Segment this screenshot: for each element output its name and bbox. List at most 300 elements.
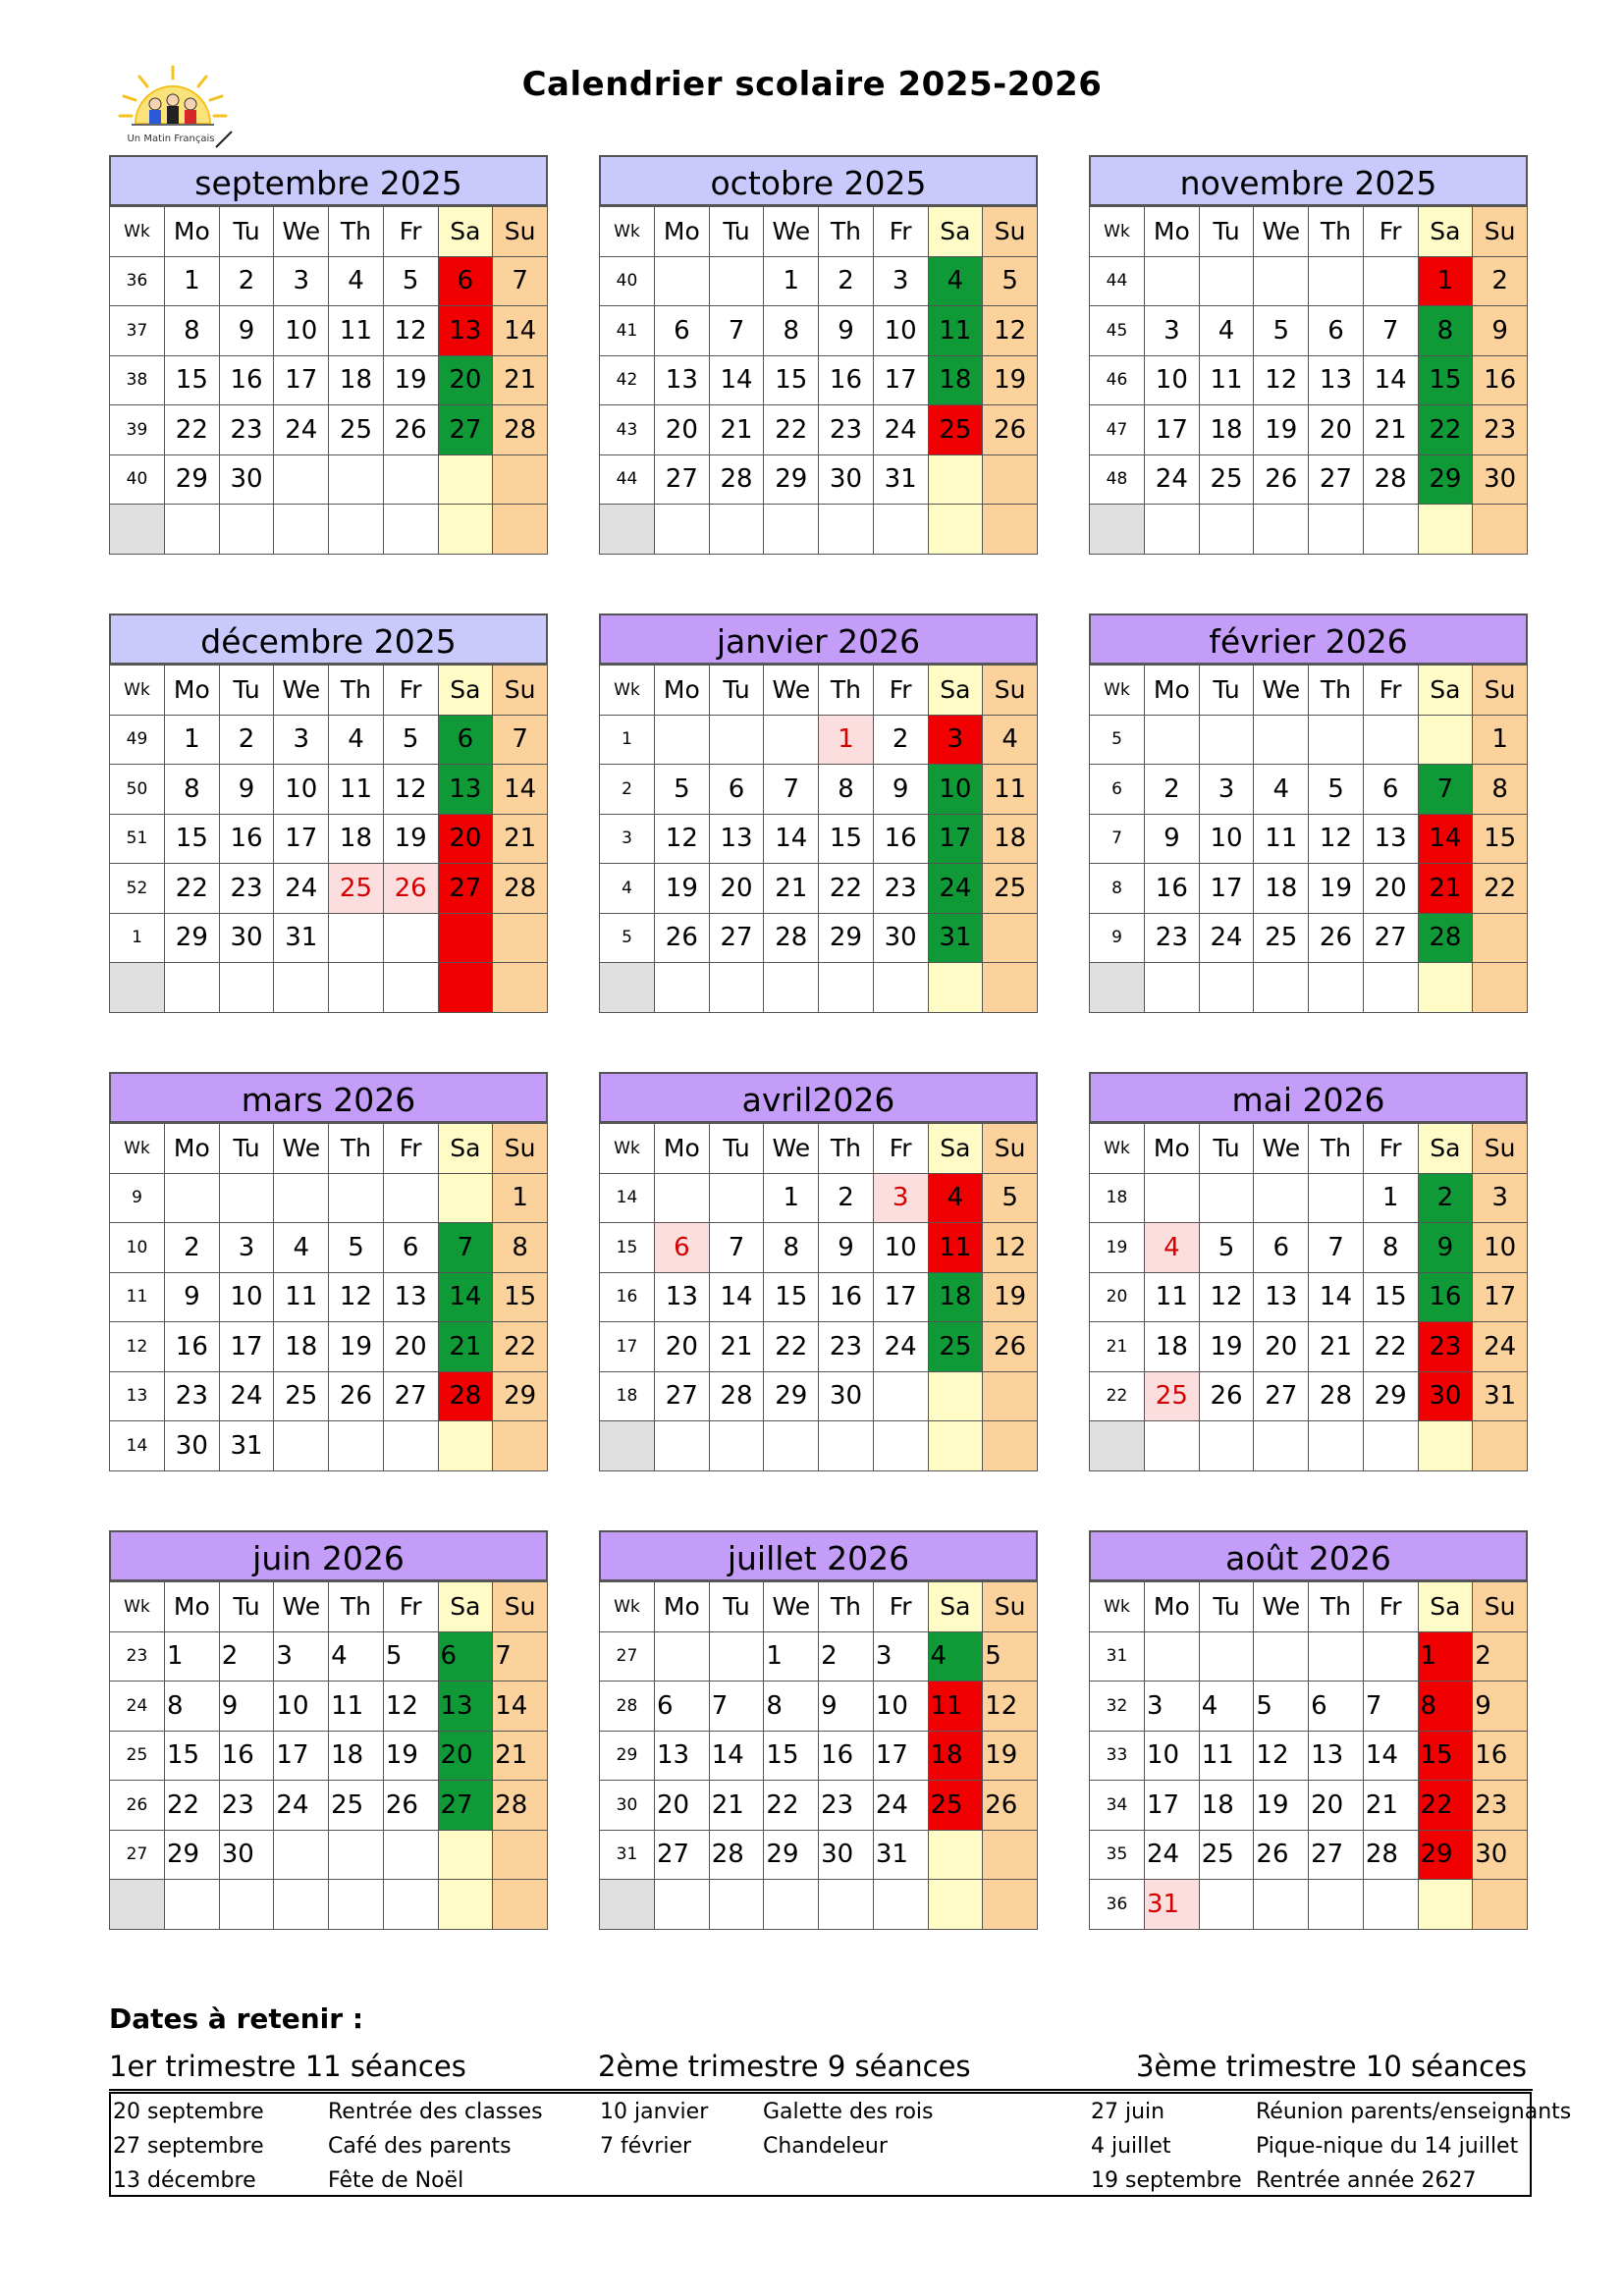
weekday-header: Fr xyxy=(1363,1124,1418,1174)
weekday-header: Tu xyxy=(1199,1124,1254,1174)
day-cell: 9 xyxy=(1418,1223,1473,1273)
day-cell: 26 xyxy=(383,864,438,914)
day-cell xyxy=(1363,963,1418,1013)
week-number: 4 xyxy=(600,864,655,914)
month-grid xyxy=(599,206,1038,555)
day-cell: 5 xyxy=(983,1173,1038,1223)
week-number: 2 xyxy=(600,765,655,815)
week-number: 38 xyxy=(110,355,165,405)
day-cell: 14 xyxy=(493,306,548,356)
day-cell: 19 xyxy=(983,1272,1038,1322)
week-row xyxy=(1090,1880,1528,1930)
weekday-header: Th xyxy=(329,207,384,257)
week-number: 27 xyxy=(600,1631,655,1682)
week-row xyxy=(600,1272,1038,1322)
day-cell: 29 xyxy=(764,454,819,505)
day-cell: 2 xyxy=(219,1631,274,1682)
weekday-header: Wk xyxy=(1090,207,1145,257)
day-cell: 4 xyxy=(329,256,384,306)
day-cell: 11 xyxy=(928,1223,983,1273)
day-cell xyxy=(928,1421,983,1471)
day-cell: 22 xyxy=(819,864,874,914)
weekday-header: Sa xyxy=(928,207,983,257)
day-cell xyxy=(219,963,274,1013)
day-cell: 5 xyxy=(329,1223,384,1273)
weekday-header: Mo xyxy=(1145,207,1200,257)
day-cell: 30 xyxy=(819,454,874,505)
weekday-header: Su xyxy=(493,1582,548,1632)
weekday-header: Th xyxy=(819,1582,874,1632)
day-cell: 21 xyxy=(1363,405,1418,455)
day-cell: 26 xyxy=(983,1781,1038,1831)
day-cell xyxy=(1473,505,1528,555)
day-cell xyxy=(493,963,548,1013)
day-cell: 16 xyxy=(819,355,874,405)
week-number xyxy=(1090,963,1145,1013)
day-cell: 27 xyxy=(709,913,764,963)
day-cell: 28 xyxy=(1309,1371,1364,1421)
day-cell: 24 xyxy=(1145,454,1200,505)
week-row xyxy=(110,1880,548,1930)
day-cell xyxy=(928,505,983,555)
day-cell xyxy=(928,1371,983,1421)
weekday-header: Fr xyxy=(1363,666,1418,716)
day-cell: 16 xyxy=(819,1272,874,1322)
day-cell: 5 xyxy=(383,715,438,765)
week-row xyxy=(1090,1173,1528,1223)
day-cell xyxy=(438,454,493,505)
event-date: 20 septembre xyxy=(113,2100,264,2124)
weekday-header: Th xyxy=(329,666,384,716)
week-row xyxy=(1090,1322,1528,1372)
day-cell: 25 xyxy=(329,864,384,914)
week-number: 46 xyxy=(1090,355,1145,405)
weekday-header: Sa xyxy=(1418,1124,1473,1174)
week-number: 31 xyxy=(600,1830,655,1880)
month-calendar xyxy=(1089,614,1528,1013)
day-cell: 16 xyxy=(165,1322,220,1372)
day-cell xyxy=(493,1830,548,1880)
day-cell xyxy=(1363,1631,1418,1682)
weekday-header-row xyxy=(600,207,1038,257)
day-cell: 5 xyxy=(1254,306,1309,356)
day-cell: 5 xyxy=(655,765,710,815)
day-cell: 26 xyxy=(1254,1830,1309,1880)
weekday-header: Mo xyxy=(655,1582,710,1632)
week-number: 14 xyxy=(110,1421,165,1471)
day-cell xyxy=(928,963,983,1013)
event-label: Chandeleur xyxy=(763,2134,888,2159)
day-cell: 6 xyxy=(655,1682,710,1732)
day-cell: 8 xyxy=(165,1682,220,1732)
day-cell: 18 xyxy=(1199,1781,1254,1831)
weekday-header-row xyxy=(1090,1582,1528,1632)
day-cell: 1 xyxy=(1418,256,1473,306)
day-cell: 7 xyxy=(709,306,764,356)
day-cell xyxy=(655,1173,710,1223)
day-cell: 28 xyxy=(764,913,819,963)
week-number: 19 xyxy=(1090,1223,1145,1273)
week-number: 39 xyxy=(110,405,165,455)
day-cell xyxy=(709,963,764,1013)
day-cell: 16 xyxy=(1418,1272,1473,1322)
day-cell: 25 xyxy=(274,1371,329,1421)
day-cell: 1 xyxy=(165,256,220,306)
week-row xyxy=(1090,306,1528,356)
day-cell: 9 xyxy=(1473,1682,1528,1732)
day-cell: 15 xyxy=(493,1272,548,1322)
day-cell: 9 xyxy=(819,1682,874,1732)
day-cell: 13 xyxy=(1309,355,1364,405)
day-cell xyxy=(1199,256,1254,306)
day-cell xyxy=(219,1880,274,1930)
day-cell: 12 xyxy=(1309,814,1364,864)
weekday-header: Su xyxy=(493,207,548,257)
week-number xyxy=(1090,1421,1145,1471)
day-cell xyxy=(873,505,928,555)
event-date: 4 juillet xyxy=(1091,2134,1171,2159)
day-cell: 13 xyxy=(655,1272,710,1322)
day-cell: 30 xyxy=(873,913,928,963)
month-calendar xyxy=(1089,155,1528,555)
weekday-header: Mo xyxy=(1145,666,1200,716)
day-cell: 18 xyxy=(928,355,983,405)
day-cell: 20 xyxy=(1309,1781,1364,1831)
day-cell: 24 xyxy=(219,1371,274,1421)
day-cell: 18 xyxy=(329,355,384,405)
day-cell xyxy=(928,1830,983,1880)
day-cell: 16 xyxy=(1473,1731,1528,1781)
day-cell: 19 xyxy=(983,355,1038,405)
day-cell xyxy=(1199,1173,1254,1223)
day-cell: 1 xyxy=(1418,1631,1473,1682)
day-cell: 20 xyxy=(383,1322,438,1372)
month-grid xyxy=(109,1123,548,1471)
day-cell: 19 xyxy=(1254,405,1309,455)
day-cell xyxy=(655,505,710,555)
month-title: juin 2026 xyxy=(109,1530,548,1581)
day-cell: 4 xyxy=(928,256,983,306)
day-cell xyxy=(819,1880,874,1930)
day-cell: 12 xyxy=(1254,355,1309,405)
day-cell: 14 xyxy=(438,1272,493,1322)
week-row xyxy=(1090,1371,1528,1421)
day-cell: 24 xyxy=(274,1781,329,1831)
day-cell: 27 xyxy=(1363,913,1418,963)
day-cell: 31 xyxy=(1473,1371,1528,1421)
weekday-header: Sa xyxy=(928,1124,983,1174)
month-title: octobre 2025 xyxy=(599,155,1038,206)
day-cell: 7 xyxy=(438,1223,493,1273)
month-grid xyxy=(109,206,548,555)
week-row xyxy=(110,505,548,555)
month-grid xyxy=(1089,665,1528,1013)
weekday-header-row xyxy=(1090,666,1528,716)
day-cell: 17 xyxy=(873,355,928,405)
week-row xyxy=(110,1173,548,1223)
weekday-header: We xyxy=(274,207,329,257)
weekday-header: Fr xyxy=(383,207,438,257)
month-title: février 2026 xyxy=(1089,614,1528,665)
day-cell: 13 xyxy=(438,765,493,815)
day-cell xyxy=(764,505,819,555)
day-cell: 26 xyxy=(383,405,438,455)
weekday-header: Th xyxy=(1309,1582,1364,1632)
trimester-2-header: 2ème trimestre 9 séances xyxy=(598,2050,971,2083)
week-number: 40 xyxy=(110,454,165,505)
day-cell xyxy=(1254,1173,1309,1223)
day-cell: 16 xyxy=(819,1731,874,1781)
day-cell xyxy=(819,505,874,555)
weekday-header: Wk xyxy=(1090,1124,1145,1174)
week-row xyxy=(600,814,1038,864)
day-cell: 12 xyxy=(983,306,1038,356)
day-cell: 25 xyxy=(1145,1371,1200,1421)
day-cell xyxy=(983,1371,1038,1421)
day-cell: 21 xyxy=(1309,1322,1364,1372)
day-cell xyxy=(1473,963,1528,1013)
day-cell: 22 xyxy=(1418,405,1473,455)
day-cell: 23 xyxy=(873,864,928,914)
day-cell: 3 xyxy=(1145,306,1200,356)
day-cell: 21 xyxy=(764,864,819,914)
weekday-header: Wk xyxy=(1090,666,1145,716)
week-number: 22 xyxy=(1090,1371,1145,1421)
weekday-header: Tu xyxy=(709,1582,764,1632)
day-cell xyxy=(1254,505,1309,555)
week-row xyxy=(600,256,1038,306)
weekday-header: Mo xyxy=(655,666,710,716)
day-cell: 30 xyxy=(219,1830,274,1880)
day-cell: 7 xyxy=(709,1223,764,1273)
day-cell: 7 xyxy=(493,715,548,765)
month-calendar xyxy=(109,1072,548,1471)
week-number: 31 xyxy=(1090,1631,1145,1682)
day-cell: 9 xyxy=(219,306,274,356)
day-cell: 31 xyxy=(219,1421,274,1471)
week-row xyxy=(110,963,548,1013)
week-row xyxy=(110,1223,548,1273)
week-row xyxy=(110,306,548,356)
day-cell xyxy=(274,1421,329,1471)
week-number xyxy=(600,1421,655,1471)
day-cell: 18 xyxy=(928,1731,983,1781)
day-cell xyxy=(383,963,438,1013)
week-number: 36 xyxy=(110,256,165,306)
day-cell: 8 xyxy=(819,765,874,815)
day-cell: 26 xyxy=(1309,913,1364,963)
day-cell xyxy=(1199,505,1254,555)
week-number xyxy=(110,505,165,555)
day-cell: 23 xyxy=(819,1781,874,1831)
event-date: 19 septembre xyxy=(1091,2168,1242,2193)
day-cell: 12 xyxy=(1199,1272,1254,1322)
day-cell: 11 xyxy=(1199,355,1254,405)
week-number: 44 xyxy=(600,454,655,505)
day-cell: 2 xyxy=(819,256,874,306)
event-label: Réunion parents/enseignants xyxy=(1256,2100,1572,2124)
week-number: 16 xyxy=(600,1272,655,1322)
day-cell xyxy=(274,454,329,505)
weekday-header: Fr xyxy=(383,1124,438,1174)
day-cell xyxy=(709,1173,764,1223)
day-cell xyxy=(983,454,1038,505)
month-title: novembre 2025 xyxy=(1089,155,1528,206)
day-cell xyxy=(1145,715,1200,765)
week-row xyxy=(110,715,548,765)
day-cell xyxy=(1254,963,1309,1013)
day-cell xyxy=(219,505,274,555)
day-cell xyxy=(709,256,764,306)
day-cell: 7 xyxy=(1363,306,1418,356)
day-cell xyxy=(329,1421,384,1471)
weekday-header: We xyxy=(1254,1582,1309,1632)
day-cell: 20 xyxy=(655,1781,710,1831)
month-grid xyxy=(1089,206,1528,555)
day-cell: 17 xyxy=(1145,1781,1200,1831)
day-cell: 23 xyxy=(219,1781,274,1831)
day-cell: 27 xyxy=(655,454,710,505)
day-cell xyxy=(165,963,220,1013)
month-calendar xyxy=(109,155,548,555)
day-cell: 2 xyxy=(219,715,274,765)
day-cell: 17 xyxy=(873,1272,928,1322)
weekday-header: Fr xyxy=(873,207,928,257)
day-cell xyxy=(709,1880,764,1930)
weekday-header: Tu xyxy=(709,1124,764,1174)
day-cell: 11 xyxy=(329,1682,384,1732)
day-cell: 21 xyxy=(493,1731,548,1781)
day-cell: 10 xyxy=(873,306,928,356)
day-cell xyxy=(873,1371,928,1421)
day-cell xyxy=(1363,1880,1418,1930)
day-cell: 7 xyxy=(709,1682,764,1732)
month-calendar xyxy=(1089,1530,1528,1930)
week-number: 18 xyxy=(1090,1173,1145,1223)
day-cell: 6 xyxy=(1309,1682,1364,1732)
day-cell: 18 xyxy=(274,1322,329,1372)
week-number: 25 xyxy=(110,1731,165,1781)
day-cell: 26 xyxy=(983,405,1038,455)
month-title: avril2026 xyxy=(599,1072,1038,1123)
day-cell: 26 xyxy=(983,1322,1038,1372)
day-cell: 12 xyxy=(983,1682,1038,1732)
day-cell: 12 xyxy=(329,1272,384,1322)
weekday-header: Su xyxy=(493,1124,548,1174)
weekday-header: Sa xyxy=(438,1124,493,1174)
day-cell: 23 xyxy=(219,864,274,914)
day-cell xyxy=(819,963,874,1013)
day-cell xyxy=(1199,715,1254,765)
day-cell: 8 xyxy=(1418,306,1473,356)
weekday-header-row xyxy=(110,666,548,716)
day-cell: 31 xyxy=(928,913,983,963)
weekday-header-row xyxy=(600,1124,1038,1174)
day-cell: 29 xyxy=(1418,1830,1473,1880)
day-cell: 19 xyxy=(383,355,438,405)
week-row xyxy=(110,1781,548,1831)
day-cell: 28 xyxy=(438,1371,493,1421)
day-cell: 29 xyxy=(764,1371,819,1421)
day-cell: 15 xyxy=(1473,814,1528,864)
weekday-header: Fr xyxy=(873,1582,928,1632)
month-calendar xyxy=(1089,1072,1528,1471)
week-number: 10 xyxy=(110,1223,165,1273)
day-cell xyxy=(873,1880,928,1930)
weekday-header: Tu xyxy=(219,666,274,716)
day-cell: 10 xyxy=(1199,814,1254,864)
week-row xyxy=(600,864,1038,914)
day-cell xyxy=(655,1631,710,1682)
week-number: 18 xyxy=(600,1371,655,1421)
week-row xyxy=(110,1371,548,1421)
day-cell xyxy=(709,1421,764,1471)
day-cell xyxy=(983,1880,1038,1930)
week-row xyxy=(110,913,548,963)
day-cell: 29 xyxy=(165,913,220,963)
day-cell xyxy=(1309,963,1364,1013)
event-label: Galette des rois xyxy=(763,2100,934,2124)
day-cell xyxy=(383,913,438,963)
day-cell: 2 xyxy=(165,1223,220,1273)
day-cell: 5 xyxy=(383,256,438,306)
day-cell xyxy=(709,715,764,765)
day-cell: 24 xyxy=(274,405,329,455)
weekday-header: We xyxy=(274,1124,329,1174)
weekday-header: Sa xyxy=(438,666,493,716)
weekday-header: Mo xyxy=(1145,1582,1200,1632)
day-cell: 24 xyxy=(1473,1322,1528,1372)
day-cell: 30 xyxy=(1473,454,1528,505)
day-cell: 8 xyxy=(165,306,220,356)
day-cell: 1 xyxy=(493,1173,548,1223)
day-cell: 11 xyxy=(928,306,983,356)
day-cell: 28 xyxy=(709,454,764,505)
day-cell: 11 xyxy=(1254,814,1309,864)
weekday-header-row xyxy=(110,1582,548,1632)
day-cell xyxy=(655,256,710,306)
weekday-header-row xyxy=(110,207,548,257)
week-row xyxy=(1090,1682,1528,1732)
weekday-header: Su xyxy=(983,1124,1038,1174)
day-cell: 23 xyxy=(819,405,874,455)
weekday-header-row xyxy=(1090,1124,1528,1174)
day-cell: 30 xyxy=(819,1830,874,1880)
week-row xyxy=(1090,1631,1528,1682)
week-row xyxy=(110,355,548,405)
day-cell: 10 xyxy=(1473,1223,1528,1273)
week-row xyxy=(1090,405,1528,455)
day-cell xyxy=(383,1880,438,1930)
day-cell: 7 xyxy=(1309,1223,1364,1273)
day-cell: 15 xyxy=(165,1731,220,1781)
day-cell: 23 xyxy=(219,405,274,455)
day-cell: 1 xyxy=(165,1631,220,1682)
week-number: 21 xyxy=(1090,1322,1145,1372)
day-cell xyxy=(165,505,220,555)
weekday-header: Mo xyxy=(1145,1124,1200,1174)
weekday-header: We xyxy=(764,1124,819,1174)
day-cell: 4 xyxy=(329,715,384,765)
day-cell: 21 xyxy=(709,1781,764,1831)
day-cell: 2 xyxy=(1418,1173,1473,1223)
day-cell: 18 xyxy=(1145,1322,1200,1372)
week-row xyxy=(110,256,548,306)
day-cell: 24 xyxy=(873,1322,928,1372)
day-cell: 10 xyxy=(1145,1731,1200,1781)
event-date: 7 février xyxy=(600,2134,692,2159)
day-cell: 6 xyxy=(1254,1223,1309,1273)
